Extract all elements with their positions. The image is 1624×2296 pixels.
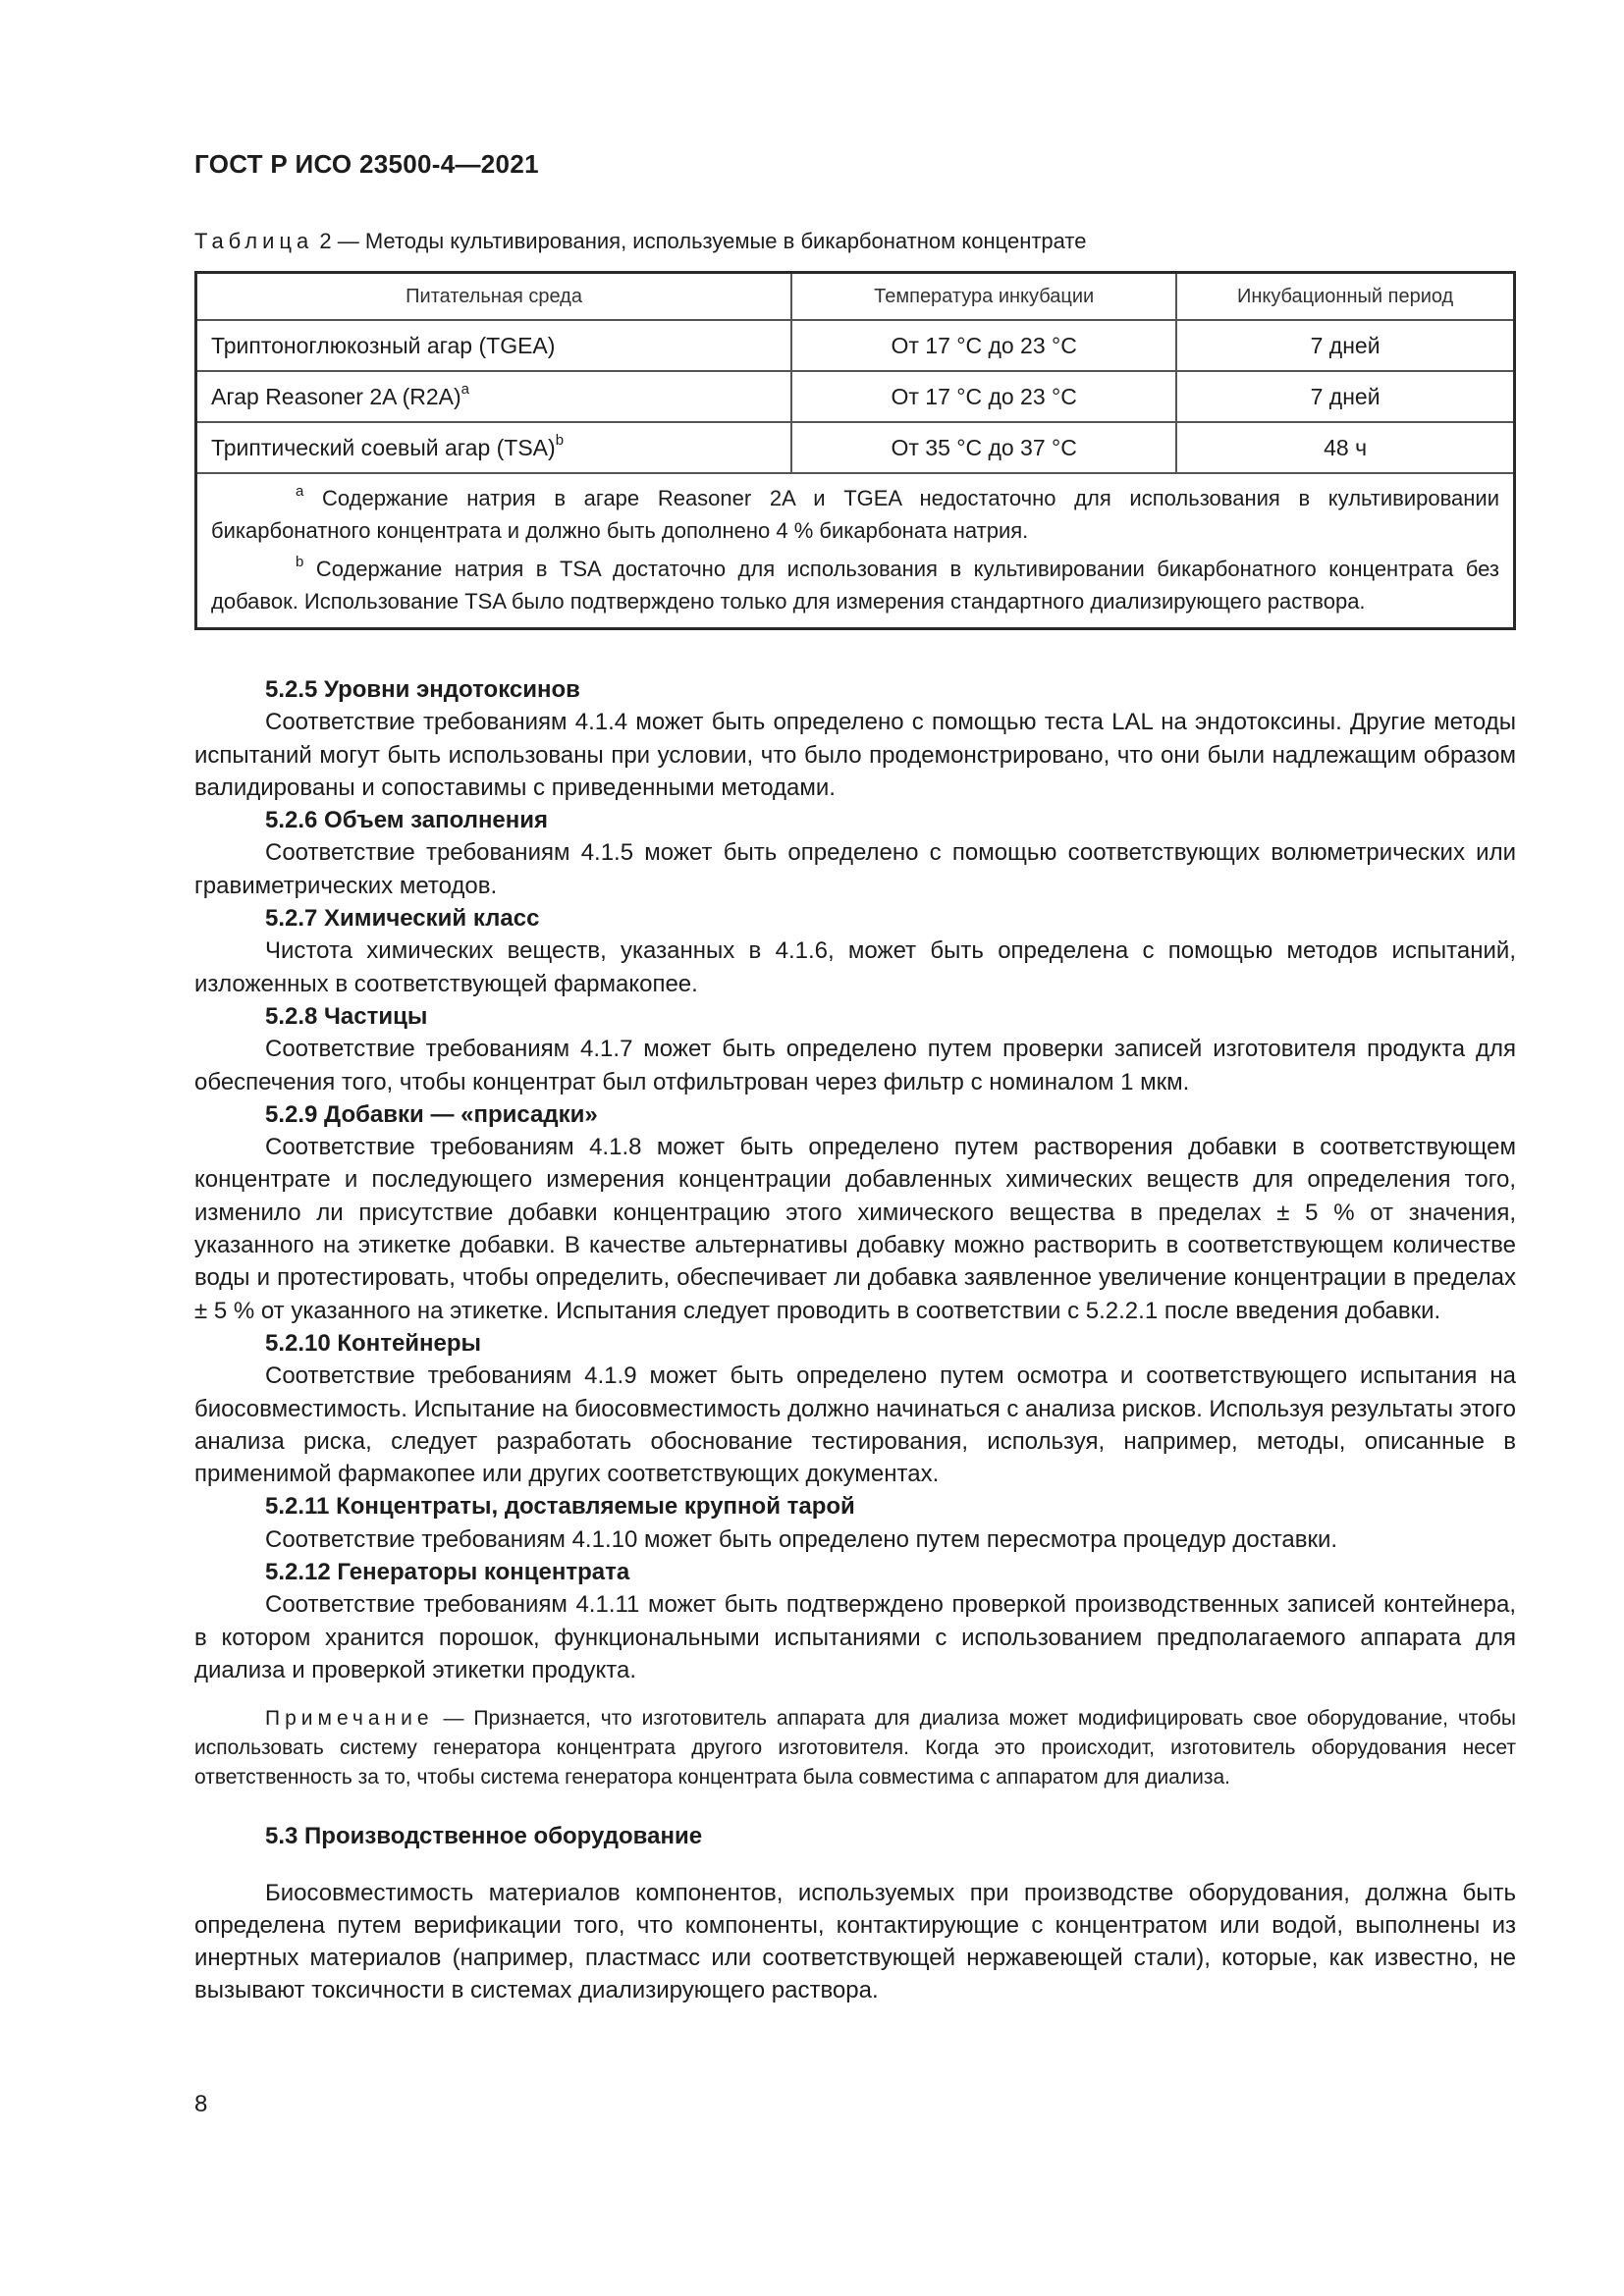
table-row xyxy=(196,320,1515,371)
section-paragraph: Соответствие требованиям 4.1.11 может быть подтверждено проверкой производственных записей контейнера, в котором хранится порошок, функциональными испытаниями с использованием предполагаемого аппарата для диализа и проверкой этикетки продукта. xyxy=(194,1591,1516,1683)
cell-medium xyxy=(196,422,792,473)
section-heading: 5.2.11 Концентраты, доставляемые крупной тарой xyxy=(265,1493,855,1521)
section-paragraph: Биосовместимость материалов компонентов, используемых при производстве оборудования, должна быть определена путем верификации того, что компоненты, контактирующие с концентратом или водой, выполнены из инертных материалов (например, пластмасс или соответствующей нержавеющей стали), которые, как известно, не вызывают токсичности в системах диализирующего раствора. xyxy=(194,1879,1516,2004)
note-text: Содержание натрия в агаре Reasoner 2A и TGEA недостаточно для использования в культивировании бикарбонатного концентрата и должно быть дополнено 4 % бикарбоната натрия. xyxy=(211,486,1499,543)
section-paragraph: Соответствие требованиям 4.1.5 может быть определено с помощью соответствующих волюметрических или гравиметрических методов. xyxy=(194,839,1516,899)
table-note xyxy=(211,553,1499,617)
section-heading: 5.2.8 Частицы xyxy=(265,1002,428,1030)
table-caption-label: Таблица xyxy=(194,229,314,253)
medium-name: Триптоноглюкозный агар (TGEA) xyxy=(211,332,556,358)
table-row xyxy=(196,422,1515,473)
section-paragraph: Соответствие требованиям 4.1.4 может быть определено с помощью теста LAL на эндотоксины. Другие методы испытаний могут быть использованы при условии, что было продемонстрировано, что они были надлежащим образом валидированы и сопоставимы с приведенными методами. xyxy=(194,709,1516,801)
section-heading: 5.2.12 Генераторы концентрата xyxy=(265,1559,630,1586)
section-paragraph: Чистота химических веществ, указанных в 4.1.6, может быть определена с помощью методов испытаний, изложенных в соответствующей фармакопее. xyxy=(194,937,1516,997)
cell-period: 7 дней xyxy=(1176,320,1514,371)
body-text xyxy=(194,673,1516,2007)
cell-period: 7 дней xyxy=(1176,371,1514,422)
note-label: Примечание xyxy=(265,1707,434,1731)
cell-medium xyxy=(196,320,792,371)
table-row xyxy=(196,371,1515,422)
section-heading: 5.2.5 Уровни эндотоксинов xyxy=(265,676,580,703)
section-heading: 5.2.10 Контейнеры xyxy=(265,1329,482,1357)
header-temperature: Температура инкубации xyxy=(791,273,1176,321)
section-paragraph: Соответствие требованиям 4.1.10 может быть определено путем пересмотра процедур доставки. xyxy=(265,1525,1338,1553)
table-note xyxy=(211,482,1499,547)
section-paragraph: Соответствие требованиям 4.1.9 может быть определено путем осмотра и соответствующего испытания на биосовместимость. Испытание на биосовместимость должно начинаться с анализа рисков. Используя результаты этого анализа риска, следует разработать обоснование тестирования, используя, например, методы, описанные в применимой фармакопее или других соответствующих документах. xyxy=(194,1362,1516,1488)
medium-name: Агар Reasoner 2A (R2A) xyxy=(211,383,461,409)
table-header-row xyxy=(196,273,1515,321)
cell-temperature: От 17 °С до 23 °С xyxy=(791,320,1176,371)
section-paragraph: Соответствие требованиям 4.1.7 может быть определено путем проверки записей изготовителя продукта для обеспечения того, чтобы концентрат был отфильтрован через фильтр с номиналом 1 мкм. xyxy=(194,1036,1516,1095)
footnote-ref: b xyxy=(555,431,565,449)
section-heading: 5.2.9 Добавки — «присадки» xyxy=(265,1100,598,1128)
note-text: — Признается, что изготовитель аппарата для диализа может модифицировать свое оборудование, чтобы использовать систему генератора концентрата другого изготовителя. Когда это происходит, изготовитель оборудования несет ответственность за то, чтобы система генератора концентрата была совместима с аппаратом для диализа. xyxy=(194,1707,1516,1789)
cell-temperature: От 17 °С до 23 °С xyxy=(791,371,1176,422)
note-mark: b xyxy=(296,553,304,570)
cell-medium xyxy=(196,371,792,422)
section-heading: 5.2.7 Химический класс xyxy=(265,905,540,933)
table-caption-text: 2 — Методы культивирования, используемые в бикарбонатном концентрате xyxy=(313,229,1087,253)
note-mark: a xyxy=(296,482,304,500)
section-heading: 5.2.6 Объем заполнения xyxy=(265,807,549,834)
note-text: Содержание натрия в TSA достаточно для использования в культивировании бикарбонатного концентрата без добавок. Использование TSA было подтверждено только для измерения стандартного диализирующего раствора. xyxy=(211,557,1499,614)
section-paragraph: Соответствие требованиям 4.1.8 может быть определено путем растворения добавки в соответствующем концентрате и последующего измерения концентрации добавленных химических веществ для определения того, изменило ли присутствие добавки концентрацию этого химического вещества в пределах ± 5 % от значения, указанного на этикетке добавки. В качестве альтернативы добавку можно растворить в соответствующем количестве воды и протестировать, чтобы определить, обеспечивает ли добавка заявленное увеличение концентрации в пределах ± 5 % от указанного на этикетке. Испытания следует проводить в соответствии с 5.2.2.1 после введения добавки. xyxy=(194,1134,1516,1324)
cell-temperature: От 35 °С до 37 °С xyxy=(791,422,1176,473)
header-period: Инкубационный период xyxy=(1176,273,1514,321)
note-block xyxy=(194,1704,1516,1792)
medium-name: Триптический соевый агар (TSA) xyxy=(211,434,556,460)
footnote-ref: a xyxy=(460,380,469,398)
section-heading-5-3: 5.3 Производственное оборудование xyxy=(265,1823,703,1850)
table-notes xyxy=(196,473,1515,629)
cell-period: 48 ч xyxy=(1176,422,1514,473)
page-number: 8 xyxy=(194,2091,208,2117)
standard-designation: ГОСТ Р ИСО 23500-4—2021 xyxy=(194,149,539,179)
table-notes-row xyxy=(196,473,1515,629)
header-medium: Питательная среда xyxy=(196,273,792,321)
table-caption xyxy=(194,229,1087,254)
cultivation-methods-table xyxy=(194,271,1516,630)
